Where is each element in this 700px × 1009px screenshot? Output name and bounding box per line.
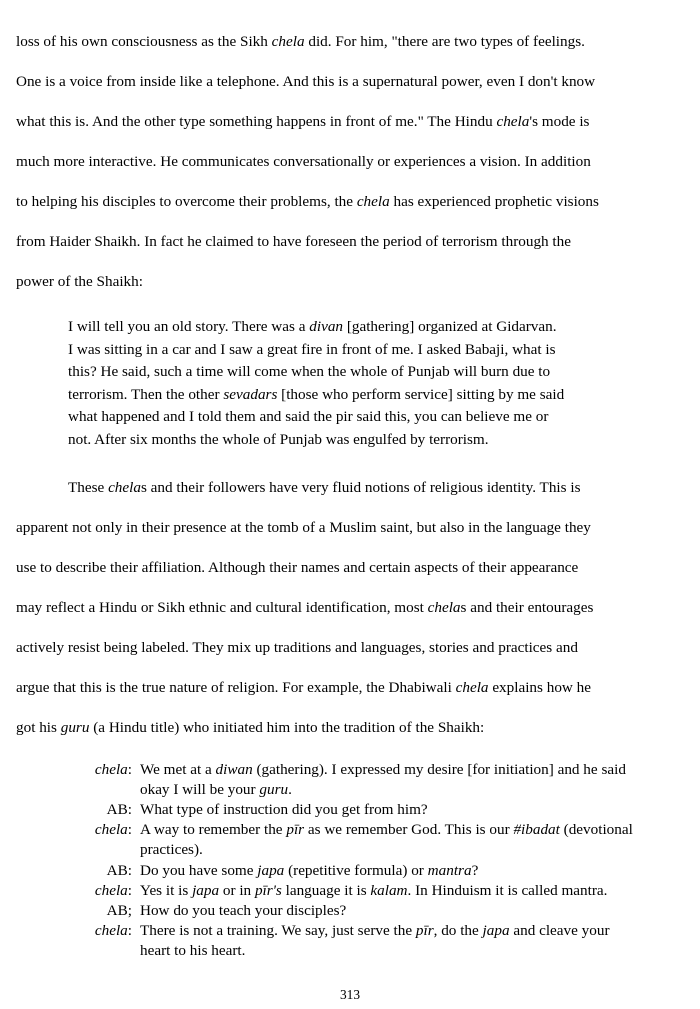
text-line: this? He said, such a time will come when the whole of Punjab will burn due to bbox=[68, 363, 551, 381]
text-line: use to describe their affiliation. Although their names and certain aspects of their appearance bbox=[16, 558, 579, 576]
dialogue-turn bbox=[68, 820, 684, 860]
body-paragraph-1 bbox=[16, 22, 684, 302]
body-paragraph-2 bbox=[16, 468, 684, 748]
dialogue-speech-text bbox=[140, 800, 684, 820]
text-line: Do you have some japa (repetitive formula) or mantra? bbox=[140, 861, 479, 879]
dialogue-turn bbox=[68, 861, 684, 881]
text-line: These chelas and their followers have very fluid notions of religious identity. This is bbox=[68, 478, 581, 496]
dialogue-turn bbox=[68, 800, 684, 820]
text-line: practices). bbox=[140, 841, 203, 859]
text-line: to helping his disciples to overcome their problems, the chela has experienced prophetic visions bbox=[16, 193, 599, 210]
page-number: 313 bbox=[339, 987, 361, 1002]
text-line: got his guru (a Hindu title) who initiated him into the tradition of the Shaikh: bbox=[16, 718, 485, 736]
text-line: There is not a training. We say, just serve the pīr, do the japa and cleave your bbox=[140, 922, 610, 940]
dialogue-speaker-label: chela: bbox=[94, 760, 132, 778]
text-line: heart to his heart. bbox=[140, 942, 246, 960]
dialogue-turn bbox=[68, 760, 684, 800]
dialogue-speech-text bbox=[140, 820, 684, 860]
text-line: apparent not only in their presence at the tomb of a Muslim saint, but also in the language they bbox=[16, 518, 591, 536]
spacer bbox=[16, 302, 684, 316]
text-line: argue that this is the true nature of religion. For example, the Dhabiwali chela explains how he bbox=[16, 678, 592, 696]
text-line: I was sitting in a car and I saw a great fire in front of me. I asked Babaji, what is bbox=[68, 340, 556, 358]
text-line: One is a voice from inside like a telephone. And this is a supernatural power, even I don't know bbox=[16, 73, 596, 90]
dialogue-speaker-label: chela: bbox=[94, 821, 132, 839]
text-line: power of the Shaikh: bbox=[16, 273, 143, 290]
interview-dialogue bbox=[16, 760, 684, 962]
dialogue-speaker-label: chela: bbox=[94, 922, 132, 940]
text-line: may reflect a Hindu or Sikh ethnic and cultural identification, most chelas and their entourages bbox=[16, 598, 594, 616]
text-line: Yes it is japa or in pīr's language it is kalam. In Hinduism it is called mantra. bbox=[140, 881, 608, 899]
spacer bbox=[16, 452, 684, 468]
dialogue-speaker-label: AB: bbox=[106, 861, 132, 879]
text-line: We met at a diwan (gathering). I expressed my desire [for initiation] and he said bbox=[140, 760, 626, 778]
text-line: I will tell you an old story. There was a divan [gathering] organized at Gidarvan. bbox=[68, 318, 557, 335]
dialogue-speech-text bbox=[140, 861, 684, 881]
text-line: How do you teach your disciples? bbox=[140, 901, 347, 919]
text-line: what this is. And the other type something happens in front of me." The Hindu chela's mode is bbox=[16, 113, 590, 130]
text-line: actively resist being labeled. They mix up traditions and languages, stories and practices and bbox=[16, 638, 578, 656]
dialogue-turn bbox=[68, 901, 684, 921]
dialogue-turn bbox=[68, 881, 684, 901]
dialogue-speech-text bbox=[140, 921, 684, 961]
text-line: okay I will be your guru. bbox=[140, 780, 292, 798]
dialogue-speech-text bbox=[140, 901, 684, 921]
block-quotation-1 bbox=[16, 316, 684, 452]
spacer bbox=[16, 748, 684, 760]
dialogue-speech-text bbox=[140, 760, 684, 800]
text-line: from Haider Shaikh. In fact he claimed to have foreseen the period of terrorism through the bbox=[16, 233, 571, 250]
text-line: not. After six months the whole of Punjab was engulfed by terrorism. bbox=[68, 430, 489, 448]
page-text-block bbox=[16, 22, 684, 962]
dialogue-speech-text bbox=[140, 881, 684, 901]
text-line: A way to remember the pīr as we remember God. This is our #ibadat (devotional bbox=[140, 821, 633, 839]
text-line: what happened and I told them and said the pir said this, you can believe me or bbox=[68, 408, 549, 426]
text-line: loss of his own consciousness as the Sikh chela did. For him, "there are two types of feelings. bbox=[16, 33, 585, 50]
text-line: much more interactive. He communicates conversationally or experiences a vision. In addition bbox=[16, 153, 591, 170]
text-line: terrorism. Then the other sevadars [those who perform service] sitting by me said bbox=[68, 385, 565, 403]
text-line: What type of instruction did you get from him? bbox=[140, 800, 428, 818]
dialogue-turn bbox=[68, 921, 684, 961]
dialogue-speaker-label: AB: bbox=[106, 800, 132, 818]
dialogue-speaker-label: chela: bbox=[94, 881, 132, 899]
dialogue-speaker-label: AB; bbox=[106, 901, 132, 919]
